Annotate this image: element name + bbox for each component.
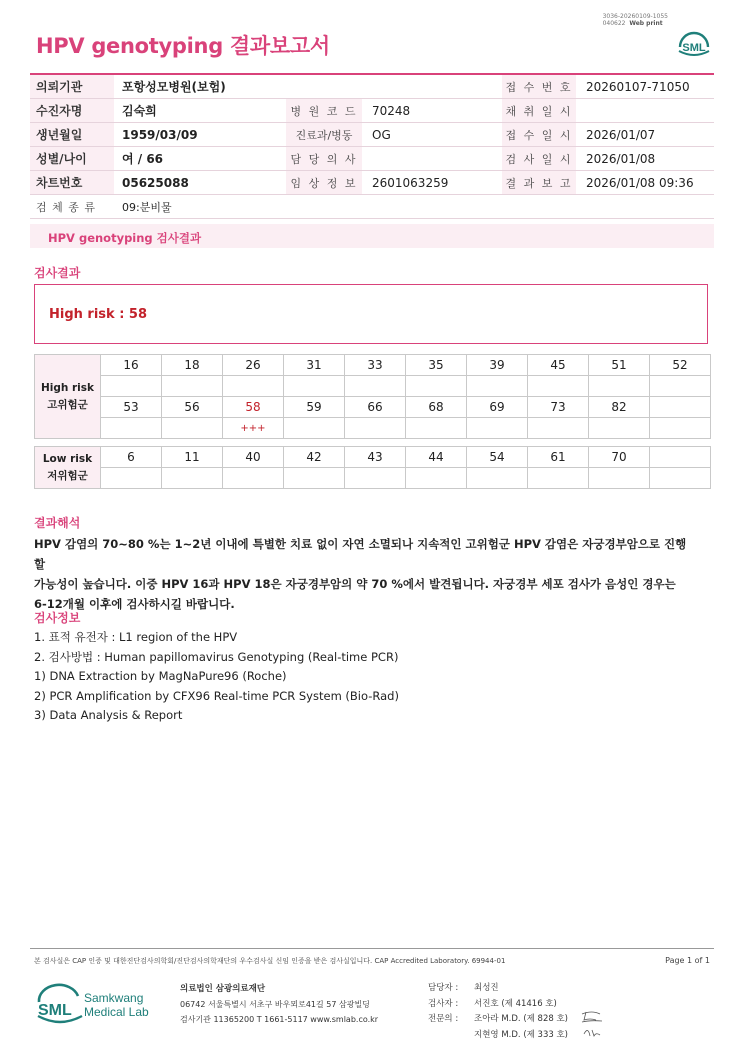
- staff-list: [428, 981, 568, 1043]
- info-row: [30, 75, 714, 99]
- genotype-cell: 66: [345, 397, 406, 418]
- genotype-result-cell: [101, 376, 162, 397]
- genotype-result-cell: [589, 376, 650, 397]
- sml-logo-text: SML: [682, 42, 706, 54]
- info-label: 결 과 보 고: [502, 171, 576, 195]
- info-label: 수진자명: [30, 99, 114, 123]
- genotype-cell: 54: [467, 447, 528, 468]
- interpretation-line: HPV 감염의 70~80 %는 1~2년 이내에 특별한 치료 없이 자연 소멸되나 지속적인 고위험군 HPV 감염은 자궁경부암으로 진행할: [34, 537, 687, 571]
- genotype-result-cell: [467, 418, 528, 439]
- genotype-result-cell: [589, 418, 650, 439]
- info-value: 2026/01/07: [576, 123, 714, 147]
- sml-logo: [676, 25, 712, 61]
- staff-role: 검사자 :: [428, 998, 459, 1009]
- risk-group-label-en: High risk: [40, 381, 95, 394]
- info-label: 임 상 정 보: [286, 171, 362, 195]
- genotype-cell: 44: [406, 447, 467, 468]
- genotype-result-cell: [284, 376, 345, 397]
- genotype-result-cell: [162, 418, 223, 439]
- genotype-cell: [650, 397, 711, 418]
- genotype-cell: 16: [101, 355, 162, 376]
- test-info-list: [34, 628, 399, 726]
- genotype-cell: 69: [467, 397, 528, 418]
- result-summary: High risk : 58: [49, 307, 148, 322]
- genotype-result-cell: [345, 376, 406, 397]
- organization-name: 의료법인 삼광의료재단: [180, 984, 266, 994]
- genotype-result-row: [35, 418, 711, 439]
- report-title: HPV genotyping 결과보고서: [36, 34, 330, 58]
- genotype-result-cell: [589, 468, 650, 489]
- footer-logo-main: SML: [38, 1002, 72, 1019]
- info-value: 2026/01/08: [576, 147, 714, 171]
- genotype-cell: 42: [284, 447, 345, 468]
- risk-group-label: [35, 355, 101, 439]
- info-label: 의뢰기관: [30, 75, 114, 99]
- genotype-cell: 6: [101, 447, 162, 468]
- result-summary-box: [34, 284, 708, 344]
- genotype-cell: 26: [223, 355, 284, 376]
- info-value: 1959/03/09: [114, 123, 286, 147]
- risk-group-label: [35, 447, 101, 489]
- risk-group-label-ko: 저위험군: [47, 469, 88, 482]
- genotype-cell: 56: [162, 397, 223, 418]
- info-value: [576, 99, 714, 123]
- staff-name: 지현영 M.D. (제 333 호): [474, 1029, 569, 1040]
- low-risk-genotype-table: [34, 446, 711, 489]
- genotype-result-cell: [406, 376, 467, 397]
- genotype-cell: [650, 447, 711, 468]
- genotype-result-cell: [162, 468, 223, 489]
- organization-contact: 검사기관 11365200 T 1661-5117 www.smlab.co.kr: [180, 1015, 379, 1024]
- test-info-item: 3) Data Analysis & Report: [34, 708, 183, 722]
- info-label: 담 당 의 사: [286, 147, 362, 171]
- web-print-label: Web print: [629, 20, 663, 27]
- genotype-result-row: [35, 468, 711, 489]
- info-value: 2601063259: [362, 171, 502, 195]
- genotype-cell: 53: [101, 397, 162, 418]
- genotype-result-cell: [406, 418, 467, 439]
- info-row: [30, 123, 714, 147]
- genotype-result-cell: [406, 468, 467, 489]
- info-value: OG: [362, 123, 502, 147]
- genotype-cell: 40: [223, 447, 284, 468]
- genotype-cell: 70: [589, 447, 650, 468]
- info-value: [362, 147, 502, 171]
- genotype-result-cell: [162, 376, 223, 397]
- staff-role: 전문의 :: [428, 1014, 459, 1024]
- certification-note: 본 검사실은 CAP 인증 및 대한진단검사의학회/진단검사의학재단의 우수검사실 신임 인증을 받은 검사실입니다. CAP Accredited Laboratory. 69944-01: [34, 957, 506, 965]
- signature-marks: [578, 1008, 608, 1044]
- genotype-result-cell: [650, 468, 711, 489]
- info-value: 70248: [362, 99, 502, 123]
- info-label: 성별/나이: [30, 147, 114, 171]
- genotype-row: [35, 447, 711, 468]
- genotype-result-cell: [528, 376, 589, 397]
- organization-info: [180, 981, 378, 1027]
- footer-divider: [30, 948, 714, 949]
- info-label: 채 취 일 시: [502, 99, 576, 123]
- staff-name: 서진호 (제 41416 호): [474, 998, 557, 1009]
- genotype-result-cell: [528, 418, 589, 439]
- section-title: HPV genotyping 검사결과: [48, 231, 202, 245]
- staff-name: 최성진: [474, 983, 499, 993]
- footer-logo-line2: Medical Lab: [84, 1005, 149, 1019]
- info-label: 접 수 번 호: [502, 75, 576, 99]
- genotype-result-cell: [345, 468, 406, 489]
- info-label: 검 사 일 시: [502, 147, 576, 171]
- genotype-result-cell: [467, 376, 528, 397]
- genotype-cell: 52: [650, 355, 711, 376]
- genotype-result-cell: [284, 468, 345, 489]
- genotype-result-cell: [223, 376, 284, 397]
- footer-logo-line1: Samkwang: [84, 991, 144, 1005]
- genotype-cell: 58: [223, 397, 284, 418]
- genotype-row: [35, 397, 711, 418]
- genotype-result-cell: [345, 418, 406, 439]
- info-row: [30, 195, 714, 219]
- genotype-cell: 33: [345, 355, 406, 376]
- test-info-item: 2. 검사방법 : Human papillomavirus Genotyping (Real-time PCR): [34, 649, 399, 664]
- organization-address: 06742 서울특별시 서초구 바우뫼로41길 57 삼광빌딩: [180, 1000, 370, 1009]
- genotype-result-cell: +++: [223, 418, 284, 439]
- info-label: 진료과/병동: [286, 123, 362, 147]
- interpretation-heading: 결과해석: [34, 516, 81, 530]
- test-info-item: 1) DNA Extraction by MagNaPure96 (Roche): [34, 669, 287, 683]
- genotype-result-cell: [467, 468, 528, 489]
- genotype-cell: 35: [406, 355, 467, 376]
- info-value: 김숙희: [114, 99, 286, 123]
- test-info-item: 2) PCR Amplification by CFX96 Real-time PCR System (Bio-Rad): [34, 688, 399, 703]
- result-heading: 검사결과: [34, 266, 81, 280]
- genotype-result-cell: [650, 418, 711, 439]
- genotype-result-cell: [284, 418, 345, 439]
- test-info-item: 1. 표적 유전자 : L1 region of the HPV: [34, 630, 238, 644]
- genotype-cell: 73: [528, 397, 589, 418]
- info-label: 생년월일: [30, 123, 114, 147]
- genotype-result-cell: [223, 468, 284, 489]
- genotype-cell: 18: [162, 355, 223, 376]
- info-value: 20260107-71050: [576, 75, 714, 99]
- genotype-cell: 11: [162, 447, 223, 468]
- staff-role: 담당자 :: [428, 983, 459, 993]
- document-id: [603, 13, 668, 27]
- interpretation-text: [34, 534, 694, 614]
- risk-group-label-en: Low risk: [42, 452, 93, 465]
- interpretation-line: 가능성이 높습니다. 이중 HPV 16과 HPV 18은 자궁경부암의 약 70 %에서 발견됩니다. 자궁경부 세포 검사가 음성인 경우는: [34, 577, 676, 591]
- high-risk-genotype-table: [34, 354, 711, 439]
- info-row: [30, 171, 714, 195]
- genotype-cell: 45: [528, 355, 589, 376]
- interpretation-line: 6-12개월 이후에 검사하시길 바랍니다.: [34, 597, 235, 611]
- specimen-value: 09:분비물: [114, 195, 714, 219]
- genotype-cell: 51: [589, 355, 650, 376]
- page-number: Page 1 of 1: [665, 956, 710, 965]
- genotype-cell: 31: [284, 355, 345, 376]
- test-info-heading: 검사정보: [34, 611, 81, 625]
- patient-info-table: [30, 75, 714, 219]
- genotype-cell: 68: [406, 397, 467, 418]
- genotype-cell: 82: [589, 397, 650, 418]
- info-value: 2026/01/08 09:36: [576, 171, 714, 195]
- risk-group-label-ko: 고위험군: [47, 398, 88, 411]
- document-id-line2: 040622: [602, 20, 626, 27]
- info-label: 병 원 코 드: [286, 99, 362, 123]
- info-value: 여 / 66: [114, 147, 286, 171]
- genotype-result-row: [35, 376, 711, 397]
- info-value: 05625088: [114, 171, 286, 195]
- footer-logo: [36, 982, 156, 1032]
- info-row: [30, 99, 714, 123]
- document-id-line1: 3036-20260109-1055: [602, 13, 668, 20]
- genotype-cell: 39: [467, 355, 528, 376]
- section-bar: [30, 224, 714, 248]
- staff-name: 조아라 M.D. (제 828 호): [474, 1014, 569, 1024]
- genotype-result-cell: [528, 468, 589, 489]
- genotype-result-cell: [650, 376, 711, 397]
- genotype-cell: 59: [284, 397, 345, 418]
- info-label: 접 수 일 시: [502, 123, 576, 147]
- info-row: [30, 147, 714, 171]
- specimen-label: 검 체 종 류: [30, 195, 114, 219]
- genotype-row: [35, 355, 711, 376]
- info-value: 포항성모병원(보험): [114, 75, 502, 99]
- info-label: 차트번호: [30, 171, 114, 195]
- genotype-cell: 61: [528, 447, 589, 468]
- genotype-result-cell: [101, 418, 162, 439]
- genotype-cell: 43: [345, 447, 406, 468]
- genotype-result-cell: [101, 468, 162, 489]
